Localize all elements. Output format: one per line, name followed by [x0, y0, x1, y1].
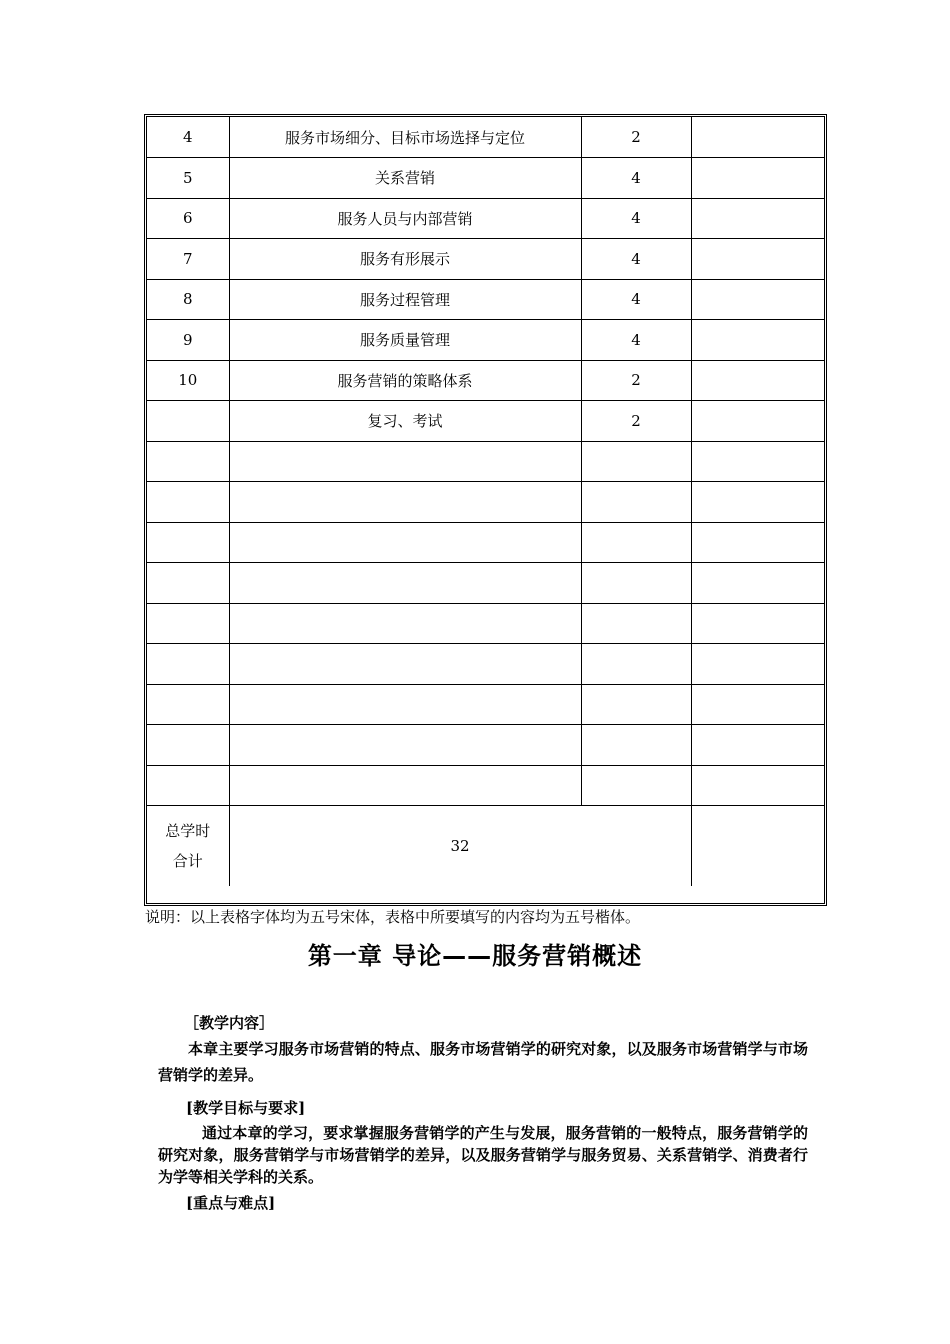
- cell-topic: [229, 725, 581, 766]
- cell-hours: [581, 522, 691, 563]
- cell-hours: [581, 482, 691, 523]
- table-row: [147, 725, 824, 766]
- cell-topic: 复习、考试: [229, 401, 581, 442]
- cell-note: [691, 320, 824, 361]
- schedule-table-body: [147, 117, 824, 886]
- table-row: [147, 158, 824, 199]
- cell-no: 4: [147, 117, 229, 158]
- table-row: [147, 239, 824, 280]
- cell-note: [691, 563, 824, 604]
- cell-hours: [581, 725, 691, 766]
- table-row: [147, 279, 824, 320]
- chapter-title: 第一章 导论——服务营销概述: [307, 942, 643, 970]
- cell-no: [147, 441, 229, 482]
- total-note-cell: [691, 806, 824, 886]
- cell-topic: [229, 603, 581, 644]
- cell-topic: 服务营销的策略体系: [229, 360, 581, 401]
- cell-note: [691, 401, 824, 442]
- cell-note: [691, 198, 824, 239]
- cell-topic: [229, 765, 581, 806]
- cell-topic: [229, 684, 581, 725]
- table-row: [147, 522, 824, 563]
- cell-topic: 服务过程管理: [229, 279, 581, 320]
- table-row: [147, 117, 824, 158]
- table-row: [147, 684, 824, 725]
- cell-no: 6: [147, 198, 229, 239]
- table-row: [147, 765, 824, 806]
- cell-note: [691, 522, 824, 563]
- cell-note: [691, 279, 824, 320]
- cell-no: [147, 725, 229, 766]
- table-row: [147, 360, 824, 401]
- cell-hours: 4: [581, 158, 691, 199]
- cell-note: [691, 644, 824, 685]
- table-row: [147, 441, 824, 482]
- cell-topic: [229, 482, 581, 523]
- cell-note: [691, 765, 824, 806]
- total-label-line1: 总学时: [165, 821, 211, 840]
- cell-topic: [229, 522, 581, 563]
- cell-topic: 关系营销: [229, 158, 581, 199]
- cell-hours: 2: [581, 360, 691, 401]
- cell-note: [691, 239, 824, 280]
- cell-hours: [581, 684, 691, 725]
- goals-heading: [教学目标与要求]: [186, 1099, 306, 1117]
- cell-topic: [229, 563, 581, 604]
- cell-no: [147, 563, 229, 604]
- cell-no: 7: [147, 239, 229, 280]
- key-points-heading: [重点与难点]: [186, 1194, 276, 1212]
- cell-topic: [229, 644, 581, 685]
- cell-no: [147, 603, 229, 644]
- cell-note: [691, 482, 824, 523]
- cell-hours: [581, 563, 691, 604]
- cell-hours: 4: [581, 320, 691, 361]
- cell-no: 8: [147, 279, 229, 320]
- cell-no: [147, 765, 229, 806]
- cell-hours: 2: [581, 117, 691, 158]
- total-row: [147, 806, 824, 886]
- cell-note: [691, 441, 824, 482]
- cell-note: [691, 684, 824, 725]
- cell-note: [691, 158, 824, 199]
- schedule-table-frame: [144, 114, 827, 906]
- cell-topic: 服务有形展示: [229, 239, 581, 280]
- table-note: 说明：以上表格字体均为五号宋体，表格中所要填写的内容均为五号楷体。: [145, 908, 641, 926]
- table-row: [147, 603, 824, 644]
- table-row: [147, 320, 824, 361]
- cell-hours: [581, 644, 691, 685]
- cell-note: [691, 117, 824, 158]
- total-label-line2: 合计: [172, 851, 203, 870]
- cell-no: [147, 684, 229, 725]
- cell-topic: 服务人员与内部营销: [229, 198, 581, 239]
- cell-no: 5: [147, 158, 229, 199]
- cell-hours: 4: [581, 279, 691, 320]
- cell-topic: [229, 441, 581, 482]
- cell-hours: [581, 441, 691, 482]
- cell-hours: 4: [581, 239, 691, 280]
- cell-no: 9: [147, 320, 229, 361]
- cell-hours: [581, 603, 691, 644]
- total-label-cell: [147, 806, 229, 886]
- cell-no: [147, 482, 229, 523]
- total-hours-value: 32: [229, 806, 691, 886]
- table-row: [147, 563, 824, 604]
- goals-paragraph: 通过本章的学习，要求掌握服务营销学的产生与发展，服务营销的一般特点，服务营销学的研究对象，服务营销学与市场营销学的差异，以及服务营销学与服务贸易、关系营销学、消费者行为学等相关学科的关系。: [158, 1124, 808, 1186]
- cell-no: 10: [147, 360, 229, 401]
- table-row: [147, 482, 824, 523]
- cell-hours: [581, 765, 691, 806]
- table-row: [147, 198, 824, 239]
- cell-topic: 服务质量管理: [229, 320, 581, 361]
- content-paragraph: 本章主要学习服务市场营销的特点、服务市场营销学的研究对象，以及服务市场营销学与市场营销学的差异。: [158, 1040, 808, 1084]
- table-row: [147, 401, 824, 442]
- cell-note: [691, 360, 824, 401]
- cell-hours: 4: [581, 198, 691, 239]
- cell-topic: 服务市场细分、目标市场选择与定位: [229, 117, 581, 158]
- cell-no: [147, 401, 229, 442]
- content-heading: ［教学内容］: [184, 1014, 275, 1032]
- cell-note: [691, 725, 824, 766]
- cell-note: [691, 603, 824, 644]
- cell-hours: 2: [581, 401, 691, 442]
- cell-no: [147, 644, 229, 685]
- cell-no: [147, 522, 229, 563]
- schedule-table: [147, 117, 824, 886]
- table-row: [147, 644, 824, 685]
